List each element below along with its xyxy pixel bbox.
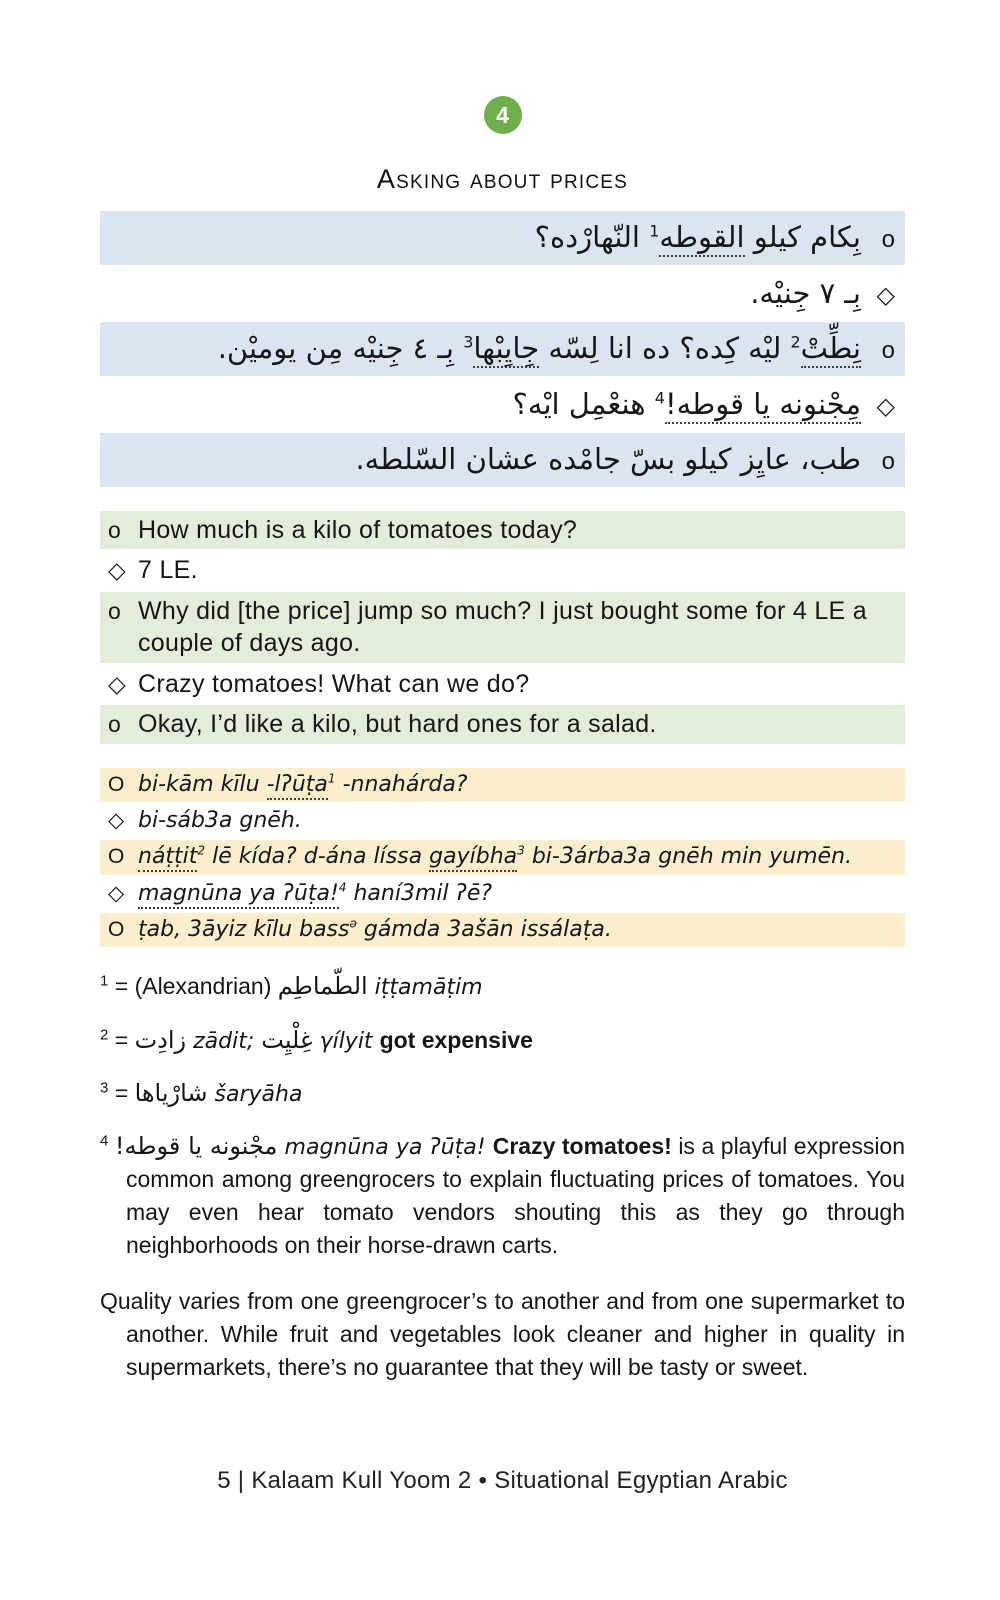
circle-marker-icon: o (881, 448, 895, 475)
arabic-dialogue-block (100, 211, 905, 487)
transliteration-dialogue-block (100, 768, 905, 948)
diamond-marker-icon: ◇ (108, 808, 125, 832)
diamond-marker-icon: ◇ (108, 881, 125, 905)
arabic-line-1 (100, 211, 905, 265)
arabic-word: الطّماطِم (277, 972, 368, 1001)
english-dialogue-block (100, 511, 905, 744)
english-text: Crazy tomatoes! What can we do? (138, 669, 530, 698)
transliteration-line-2 (100, 804, 905, 838)
book-title: Kalaam Kull Yoom 2 (251, 1467, 472, 1495)
lesson-number: 4 (496, 101, 509, 128)
arabic-line-3 (100, 322, 905, 376)
arabic-word: غِلْيِت (261, 1025, 313, 1054)
transliteration-line-5 (100, 913, 905, 947)
arabic-text: طب، عايِز كيلو بسّ جامْده عشان السّلطه. (355, 442, 861, 476)
transliteration-line-3 (100, 840, 905, 874)
transliteration-text: ṭab, 3āyiz kīlu bass$^ə$ gámda 3ašān issálaṭa. (138, 916, 612, 942)
footnote-1: $^1$ = (Alexandrian) الطّماطِم iṭṭamāṭim (100, 972, 483, 1001)
circle-marker-icon: O (108, 845, 125, 869)
english-text: Okay, I’d like a kilo, but hard ones for a salad. (138, 710, 657, 738)
circle-marker-icon: o (108, 711, 122, 737)
page-footer (100, 1467, 905, 1495)
transliteration-text: magnūna ya ʔūṭa!$^4$ haní3mil ʔē? (138, 879, 897, 909)
english-text: 7 LE. (138, 556, 198, 584)
footnote-4: $^4$ مجْنونه يا قوطه! magnūna ya ʔūṭa! Crazy tomatoes! is a playful expression common among greengrocers to explain fluctuating prices of tomatoes. You may even hear tomato vendors shouting this as they go through neighborhoods on their horse-drawn carts. (100, 1132, 906, 1258)
arabic-word: زادِت (134, 1025, 187, 1054)
english-line-1 (100, 511, 905, 550)
page-number: 5 (217, 1467, 231, 1495)
arabic-line-2 (100, 267, 905, 321)
circle-marker-icon: o (108, 597, 122, 624)
arabic-word: شارْياها (134, 1078, 208, 1107)
transliteration-line-1 (100, 768, 905, 802)
transliteration-line-4 (100, 877, 905, 911)
arabic-text: بِكام كيلو القوطه$^1$ النّهارْده؟ (110, 216, 861, 260)
transliteration-text: náṭṭit$^2$ lē kída? d-ána líssa gayíbha$^3$ bi-3árba3a gnēh min yumēn. (138, 842, 897, 872)
transliteration-text: bi-kām kīlu -lʔūṭa$^1$ -nnahárda? (138, 770, 897, 800)
diamond-marker-icon: ◇ (108, 557, 126, 583)
footer-bullet: • (471, 1467, 495, 1495)
circle-marker-icon: o (881, 226, 895, 253)
english-text: Why did [the price] jump so much? I just bought some for 4 LE a couple of days ago. (138, 596, 867, 657)
footnote-2: $^2$ = زادِت zādit; غِلْيِت γílyit got expensive (100, 1025, 533, 1054)
footnote-3: $^3$ = شارْياها šaryāha (100, 1078, 303, 1107)
diamond-marker-icon: ◇ (876, 392, 895, 420)
culture-note-paragraph: Quality varies from one greengrocer’s to another and from one supermarket to another. While fruit and vegetables look cleaner and higher in quality in supermarkets, there’s no guarantee that they will be tasty or sweet. (100, 1288, 905, 1380)
transliteration-text: bi-sáb3a gnēh. (138, 807, 302, 833)
footnotes-block (100, 969, 905, 1261)
english-line-2 (100, 551, 905, 590)
circle-marker-icon: o (108, 516, 122, 543)
circle-marker-icon: O (108, 917, 125, 941)
book-subtitle: Situational Egyptian Arabic (494, 1467, 788, 1495)
arabic-word: مجْنونه يا قوطه! (114, 1132, 278, 1160)
diamond-marker-icon: ◇ (108, 670, 126, 697)
arabic-text: نِطِّتْ$^2$ ليْه كِده؟ ده انا لِسّه جِايِبْها$^3$ بِـ ٤ جِنيْه مِن يوميْن. (110, 327, 861, 371)
english-line-4 (100, 665, 905, 704)
arabic-line-5 (100, 433, 905, 487)
diamond-marker-icon: ◇ (876, 281, 895, 309)
circle-marker-icon: o (881, 337, 895, 364)
footer-separator: | (230, 1467, 252, 1495)
lesson-number-badge (484, 96, 522, 134)
arabic-text: مِجْنونه يا قوطه!$^4$ هنعْمِل ايْه؟ (110, 383, 861, 427)
english-line-3 (100, 592, 905, 663)
english-line-5 (100, 705, 905, 744)
arabic-text: بِـ ٧ جِنيْه. (750, 275, 861, 310)
arabic-line-4 (100, 378, 905, 432)
circle-marker-icon: O (108, 772, 125, 796)
english-text: How much is a kilo of tomatoes today? (138, 515, 578, 544)
section-title: Asking about prices (376, 164, 629, 194)
